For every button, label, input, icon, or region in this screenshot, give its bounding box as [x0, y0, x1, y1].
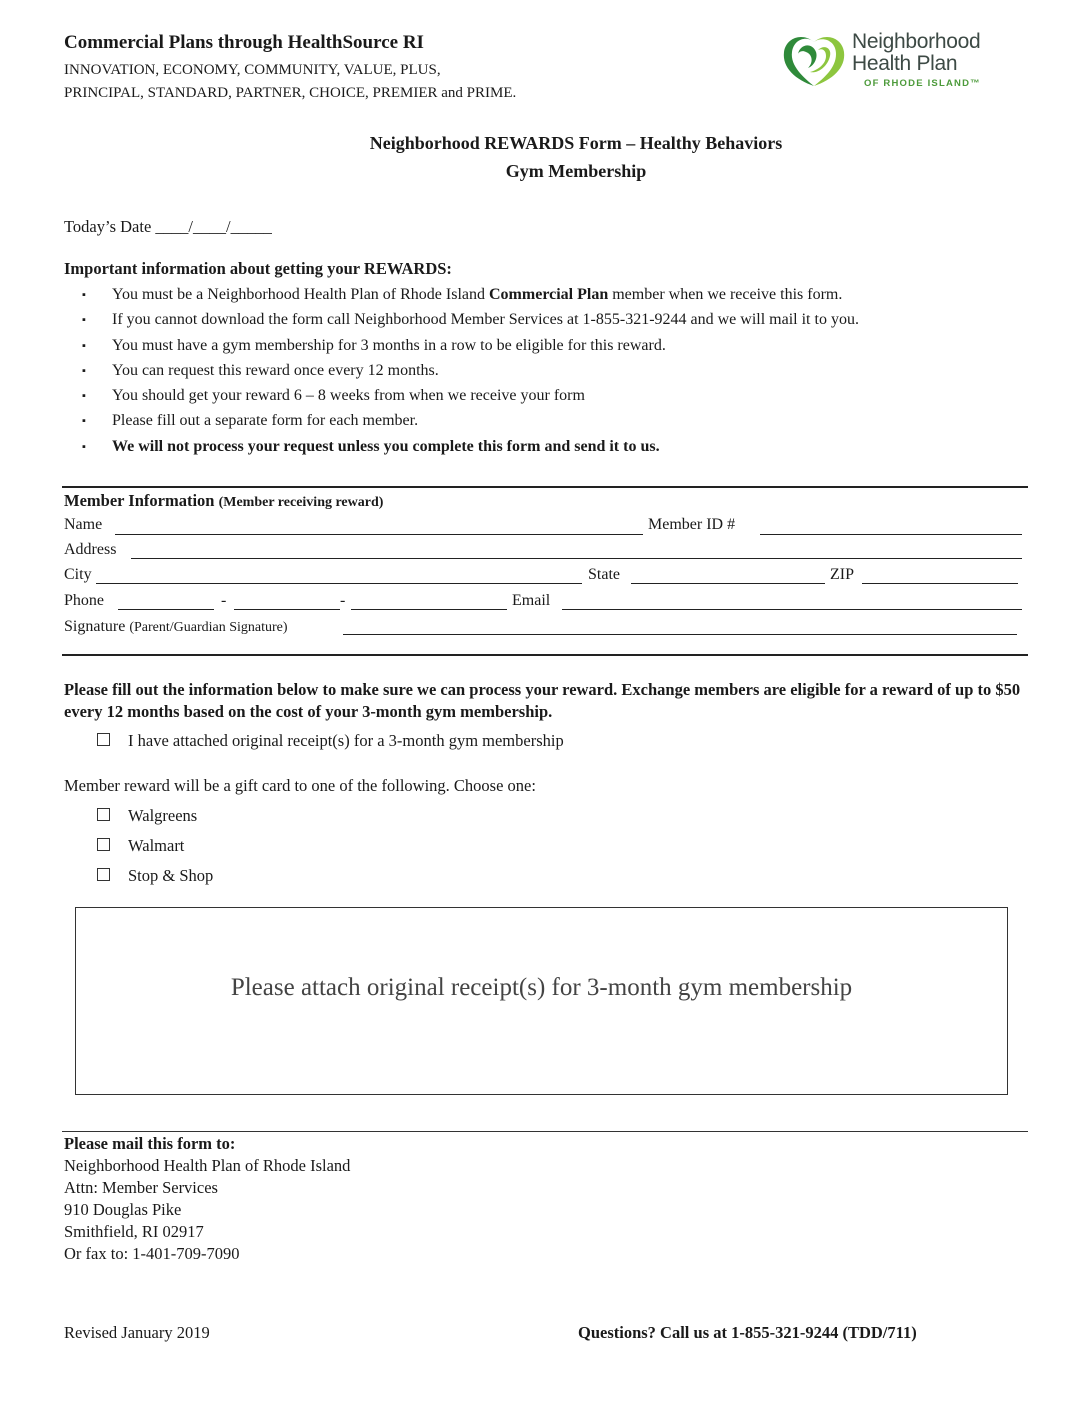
company-logo — [778, 28, 1038, 98]
todays-date-label: Today’s Date — [64, 217, 152, 236]
bullet-icon: ▪ — [82, 440, 86, 453]
phone-separator-1: - — [221, 592, 227, 609]
list-item: ▪ You must be a Neighborhood Health Plan of Rhode Island Commercial Plan member when we receive this form. — [64, 284, 1044, 309]
plan-header-title: Commercial Plans through HealthSource RI — [64, 32, 424, 53]
todays-date-row — [64, 217, 272, 237]
email-field[interactable] — [562, 609, 1022, 610]
email-label: Email — [512, 592, 551, 609]
receipt-attached-checkbox[interactable] — [97, 733, 110, 746]
receipt-attachment-box[interactable] — [75, 907, 1008, 1095]
logo-text-line-2: Health Plan — [852, 52, 958, 75]
mailing-line-4: Smithfield, RI 02917 — [64, 1222, 204, 1241]
plan-list-line-2: PRINCIPAL, STANDARD, PARTNER, CHOICE, PREMIER and PRIME. — [64, 85, 517, 101]
phone-separator-2: - — [340, 592, 346, 609]
plan-list-line-1: INNOVATION, ECONOMY, COMMUNITY, VALUE, PLUS, — [64, 62, 441, 78]
logo-text-line-1: Neighborhood — [852, 30, 981, 53]
list-item: ▪ Please fill out a separate form for each member. — [64, 410, 1044, 435]
mailing-line-2: Attn: Member Services — [64, 1178, 218, 1197]
member-info-heading: Member Information (Member receiving reward) — [64, 491, 384, 510]
list-item: ▪ You should get your reward 6 – 8 weeks from when we receive your form — [64, 385, 1044, 410]
mailing-heading: Please mail this form to: — [64, 1134, 236, 1153]
bullet-icon: ▪ — [82, 364, 86, 377]
gift-card-prompt: Member reward will be a gift card to one of the following. Choose one: — [64, 776, 536, 795]
phone-line-number-field[interactable] — [351, 609, 507, 610]
phone-label: Phone — [64, 592, 104, 609]
info-bullet-list — [64, 284, 1044, 461]
state-label: State — [588, 566, 620, 583]
bullet-icon: ▪ — [82, 390, 86, 403]
signature-field[interactable] — [343, 634, 1017, 635]
zip-field[interactable] — [862, 583, 1018, 584]
walgreens-checkbox[interactable] — [97, 808, 110, 821]
mailing-line-1: Neighborhood Health Plan of Rhode Island — [64, 1156, 351, 1175]
questions-phone: Questions? Call us at 1-855-321-9244 (TDD/711) — [578, 1323, 917, 1342]
phone-prefix-field[interactable] — [234, 609, 340, 610]
stop-and-shop-checkbox[interactable] — [97, 868, 110, 881]
member-id-label: Member ID # — [648, 516, 736, 533]
revision-date: Revised January 2019 — [64, 1323, 210, 1342]
list-item: ▪ We will not process your request unless you complete this form and send it to us. — [64, 436, 1044, 461]
phone-area-code-field[interactable] — [118, 609, 214, 610]
walgreens-label: Walgreens — [128, 806, 198, 825]
section-divider-top — [62, 486, 1028, 488]
signature-label-row: Signature (Parent/Guardian Signature) — [64, 618, 288, 635]
member-id-field[interactable] — [760, 534, 1022, 535]
city-label: City — [64, 566, 92, 583]
form-title: Neighborhood REWARDS Form – Healthy Behaviors — [369, 133, 783, 153]
list-item: ▪ You must have a gym membership for 3 months in a row to be eligible for this reward. — [64, 335, 1044, 360]
bullet-icon: ▪ — [82, 314, 86, 327]
mailing-divider — [62, 1131, 1028, 1132]
todays-date-field[interactable]: ____/____/_____ — [155, 217, 272, 236]
heart-swirl-logo-icon — [778, 28, 850, 94]
address-field[interactable] — [131, 558, 1022, 559]
reward-instructions: Please fill out the information below to make sure we can process your reward. Exchange members are eligible for a reward of up to $50 every 12 months based on the cost of your 3-month gym membership. — [64, 680, 1021, 721]
mailing-line-3: 910 Douglas Pike — [64, 1200, 182, 1219]
logo-text-line-3: OF RHODE ISLAND™ — [864, 78, 981, 89]
name-label: Name — [64, 516, 103, 533]
fax-line: Or fax to: 1-401-709-7090 — [64, 1244, 240, 1263]
form-subtitle: Gym Membership — [505, 161, 647, 181]
receipt-box-text: Please attach original receipt(s) for 3-month gym membership — [230, 974, 853, 1001]
city-field[interactable] — [96, 583, 582, 584]
info-heading: Important information about getting your REWARDS: — [64, 259, 452, 278]
stop-and-shop-label: Stop & Shop — [128, 866, 214, 885]
bullet-icon: ▪ — [82, 289, 86, 301]
bullet-icon: ▪ — [82, 415, 86, 428]
zip-label: ZIP — [830, 566, 854, 583]
section-divider-bottom — [62, 654, 1028, 656]
name-field[interactable] — [115, 534, 643, 535]
state-field[interactable] — [631, 583, 825, 584]
receipt-attached-label: I have attached original receipt(s) for a 3-month gym membership — [128, 731, 564, 750]
address-label: Address — [64, 541, 117, 558]
bullet-icon: ▪ — [82, 339, 86, 352]
walmart-label: Walmart — [128, 836, 185, 855]
walmart-checkbox[interactable] — [97, 838, 110, 851]
list-item: ▪ You can request this reward once every 12 months. — [64, 360, 1044, 385]
list-item: ▪ If you cannot download the form call Neighborhood Member Services at 1-855-321-9244 and we will mail it to you. — [64, 309, 1044, 334]
